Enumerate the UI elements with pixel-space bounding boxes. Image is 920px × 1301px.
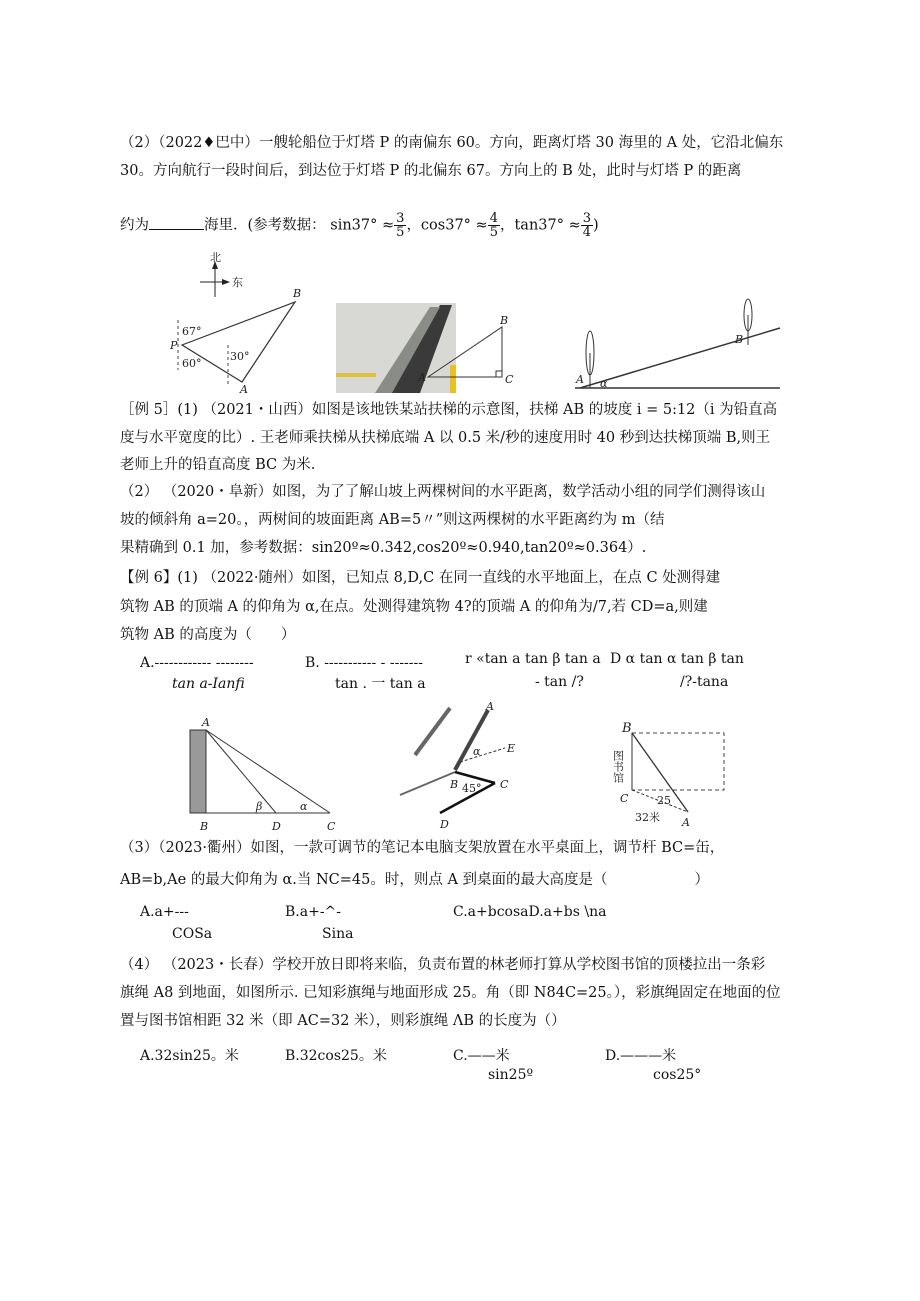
ex6-line1: 【例 6】(1) （2022·随州）如图，已知点 8,D,C 在同一直线的水平地面上，在点 C 处测得建 [120,570,721,586]
label-library: 图书馆 [611,750,625,783]
label-B: B [622,721,632,736]
sin-label: sin37° ≈ [330,217,395,234]
ex6-option-a-top: A.------------ -------- [140,655,254,671]
q4-option-c-top: C.——米 [453,1048,510,1064]
ex5-q2-line3: 果精确到 0.1 加，参考数据：sin20º≈0.342,cos20º≈0.940,tan20º≈0.364）. [120,540,647,556]
escalator-photo [336,303,456,393]
label-60: 60° [182,357,202,370]
tan-label: ，tan37° ≈ [499,217,581,234]
q3-line1: （3）（2023·衢州）如图，一款可调节的笔记本电脑支架放置在水平桌面上，调节杆 BC=缶， [120,840,725,856]
label-C: C [620,792,629,805]
ex6-option-c-bottom: - tan /? [535,674,584,690]
ex5-q2-line2: 坡的倾斜角 a=20。，两树间的坡面距离 AB=5〃”则这两棵树的水平距离约为 m（结 [120,512,665,528]
q3-option-a-top: A.a+--- [140,904,189,920]
ex6-option-a-bottom: tan a-Ianfi [172,676,245,692]
q3-option-cd: C.a+bcosaD.a+bs \na [453,904,607,920]
cos-label: ，cos37° ≈ [406,217,488,234]
label-30: 30° [230,350,250,363]
label-B: B [200,820,209,833]
label-C: C [505,373,514,386]
label-25: 25 [657,794,671,807]
label-67: 67° [182,325,202,338]
answer-blank [149,215,204,230]
frac-tan: $\frac{3}{4}$ [582,211,592,240]
ex6-option-b-top: B. ----------- - ------- [305,655,423,671]
ex5-line2: 度与水平宽度的比）. 王老师乘扶梯从扶梯底端 A 以 0.5 米/秒的速度用时 40 秒到达扶梯顶端 B,则王 [120,430,771,446]
q4-option-b: B.32cos25。米 [285,1048,387,1064]
label-A: A [576,373,584,386]
ex6-line2: 筑物 AB 的顶端 A 的仰角为 α,在点。处测得建筑物 4?的顶端 A 的仰角为/7,若 CD=a,则建 [120,599,708,615]
ex5-line1: ［例 5］(1) （2021・山西）如图是该地铁某站扶梯的示意图，扶梯 AB 的坡度 i = 5:12（i 为铅直高 [120,402,778,418]
label-alpha: α [300,800,308,813]
label-C: C [500,778,509,791]
label-P: P [170,339,178,352]
figure-ship-bearing [169,251,301,395]
label-D: D [440,818,449,831]
label-32m: 32米 [635,811,660,824]
q4-option-d-top: D.———米 [605,1048,677,1064]
q3-option-b-bottom: Sina [322,926,354,942]
q2-line1: （2）（2022♦巴中）一艘轮船位于灯塔 P 的南偏东 60。方向，距离灯塔 30 海里的 A 处，它沿北偏东 [120,135,784,151]
ex5-q2-line1: （2） （2020・阜新）如图，为了了解山坡上两棵树间的水平距离，数学活动小组的同学们测得该山 [120,484,766,500]
figure-library-rope [612,721,725,829]
ex6-line3: 筑物 AB 的高度为（ ） [120,627,296,643]
q4-option-a: A.32sin25。米 [140,1048,239,1064]
label-D: D [272,820,281,833]
text: ) [593,217,599,234]
frac-sin: $\frac{3}{5}$ [396,211,405,240]
q2-line2: 30。方向航行一段时间后，到达位于灯塔 P 的北偏东 67。方向上的 B 处，此时与灯塔 P 的距离 [120,163,742,179]
label-A: A [202,716,210,729]
figure-row-2 [170,700,750,835]
label-alpha: α [600,377,608,390]
label-45: 45° [462,782,482,795]
figure-row-1 [160,245,790,395]
figure-building-angles [190,716,336,833]
label-A: A [240,383,248,395]
label-C: C [327,820,336,833]
text: 约为 [120,217,149,234]
q3-option-a-bottom: COSa [172,926,213,942]
label-B: B [735,333,744,346]
q4-option-c-bottom: sin25º [488,1067,534,1083]
label-B: B [293,287,302,300]
ex6-option-d-top: D α tan α tan β tan [610,651,744,667]
label-north: 北 [210,251,221,264]
ex6-option-c-top: r «tan a tan β tan a [465,651,601,667]
text: 海里．(参考数据： [204,217,326,234]
label-E: E [507,742,516,755]
label-alpha: α [473,745,481,758]
q2-line3 [120,212,599,239]
figure-slope-trees [575,299,780,390]
q4-line2: 旗绳 A8 到地面，如图所示. 已知彩旗绳与地面形成 25。角（即 N84C=25。），彩旗绳固定在地面的位 [120,985,781,1001]
label-B: B [500,314,509,327]
frac-cos: $\frac{4}{5}$ [489,211,498,240]
label-B: B [450,778,459,791]
ex5-line3: 老师上升的铅直高度 BC 为米. [120,457,316,473]
label-beta: β [256,800,263,813]
q4-line1: （4） （2023・长春）学校开放日即将来临，负责布置的林老师打算从学校图书馆的顶楼拉出一条彩 [120,957,766,973]
q3-line2: AB=b,Ae 的最大仰角为 α.当 NC=45。时，则点 A 到桌面的最大高度是（ ） [120,872,710,888]
ex6-option-b-bottom: tan . 一 tan a [335,676,426,692]
q4-option-d-bottom: cos25° [653,1067,702,1083]
label-A: A [418,371,426,384]
q4-line3: 置与图书馆相距 32 米（即 AC=32 米），则彩旗绳 ΛB 的长度为（） [120,1013,566,1029]
label-A: A [682,816,690,829]
figure-laptop-stand [400,700,515,831]
ex6-option-d-bottom: /?-tana [680,674,729,690]
q3-option-b-top: B.a+-^- [285,904,342,920]
label-A: A [486,700,494,713]
label-east: 东 [232,276,243,289]
